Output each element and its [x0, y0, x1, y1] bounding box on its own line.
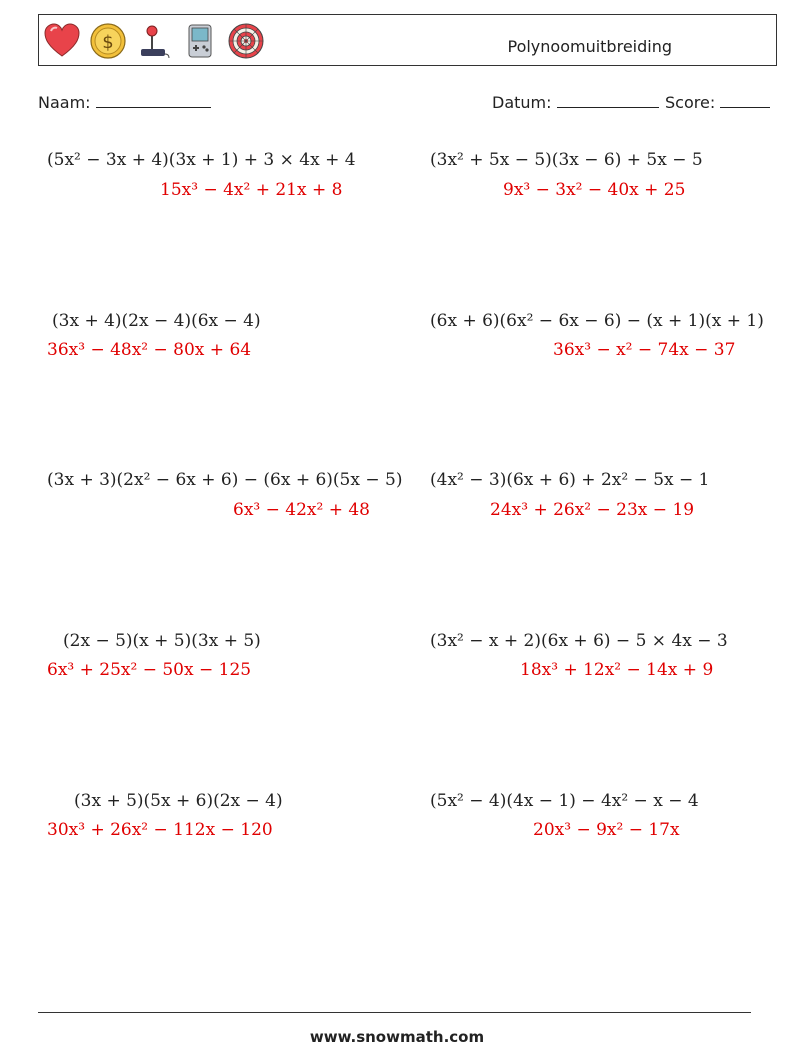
footer-url[interactable]: www.snowmath.com: [309, 1028, 485, 1046]
icon-row: [43, 20, 265, 62]
date-field: [492, 93, 659, 112]
problem-7-question: (2x − 5)(x + 5)(3x + 5): [63, 631, 261, 651]
problem-1-answer: 15x³ − 4x² + 21x + 8: [160, 180, 343, 200]
problem-3-question: (3x + 4)(2x − 4)(6x − 4): [52, 311, 261, 331]
problem-3-answer: 36x³ − 48x² − 80x + 64: [47, 340, 252, 360]
name-field: [38, 93, 211, 112]
problem-5-question: (3x + 3)(2x² − 6x + 6) − (6x + 6)(5x − 5): [47, 470, 403, 490]
heart-icon: [43, 20, 81, 62]
problem-8-question: (3x² − x + 2)(6x + 6) − 5 × 4x − 3: [430, 631, 728, 651]
joystick-icon: [135, 20, 173, 62]
problem-7-answer: 6x³ + 25x² − 50x − 125: [47, 660, 252, 680]
coin-icon: [89, 20, 127, 62]
svg-text:$: $: [102, 32, 114, 53]
score-field: [665, 93, 770, 112]
problem-4-answer: 36x³ − x² − 74x − 37: [553, 340, 736, 360]
name-label: Naam:: [38, 93, 91, 112]
problem-1-question: (5x² − 3x + 4)(3x + 1) + 3 × 4x + 4: [47, 150, 356, 170]
problem-9-answer: 30x³ + 26x² − 112x − 120: [47, 820, 273, 840]
header-box: [38, 14, 777, 66]
problem-9-question: (3x + 5)(5x + 6)(2x − 4): [74, 791, 283, 811]
date-label: Datum:: [492, 93, 552, 112]
problem-10-answer: 20x³ − 9x² − 17x: [533, 820, 680, 840]
date-blank[interactable]: [557, 93, 659, 108]
problem-6-answer: 24x³ + 26x² − 23x − 19: [490, 500, 695, 520]
problem-6-question: (4x² − 3)(6x + 6) + 2x² − 5x − 1: [430, 470, 710, 490]
footer-divider: [38, 1012, 751, 1013]
name-blank[interactable]: [96, 93, 211, 108]
problem-10-question: (5x² − 4)(4x − 1) − 4x² − x − 4: [430, 791, 699, 811]
problem-5-answer: 6x³ − 42x² + 48: [233, 500, 370, 520]
problem-8-answer: 18x³ + 12x² − 14x + 9: [520, 660, 714, 680]
score-label: Score:: [665, 93, 716, 112]
gameboy-icon: [181, 20, 219, 62]
page-title: Polynoomuitbreiding: [507, 37, 672, 56]
problem-2-answer: 9x³ − 3x² − 40x + 25: [503, 180, 686, 200]
problem-2-question: (3x² + 5x − 5)(3x − 6) + 5x − 5: [430, 150, 703, 170]
score-blank[interactable]: [720, 93, 770, 108]
dartboard-icon: [227, 20, 265, 62]
problem-4-question: (6x + 6)(6x² − 6x − 6) − (x + 1)(x + 1): [430, 311, 764, 331]
